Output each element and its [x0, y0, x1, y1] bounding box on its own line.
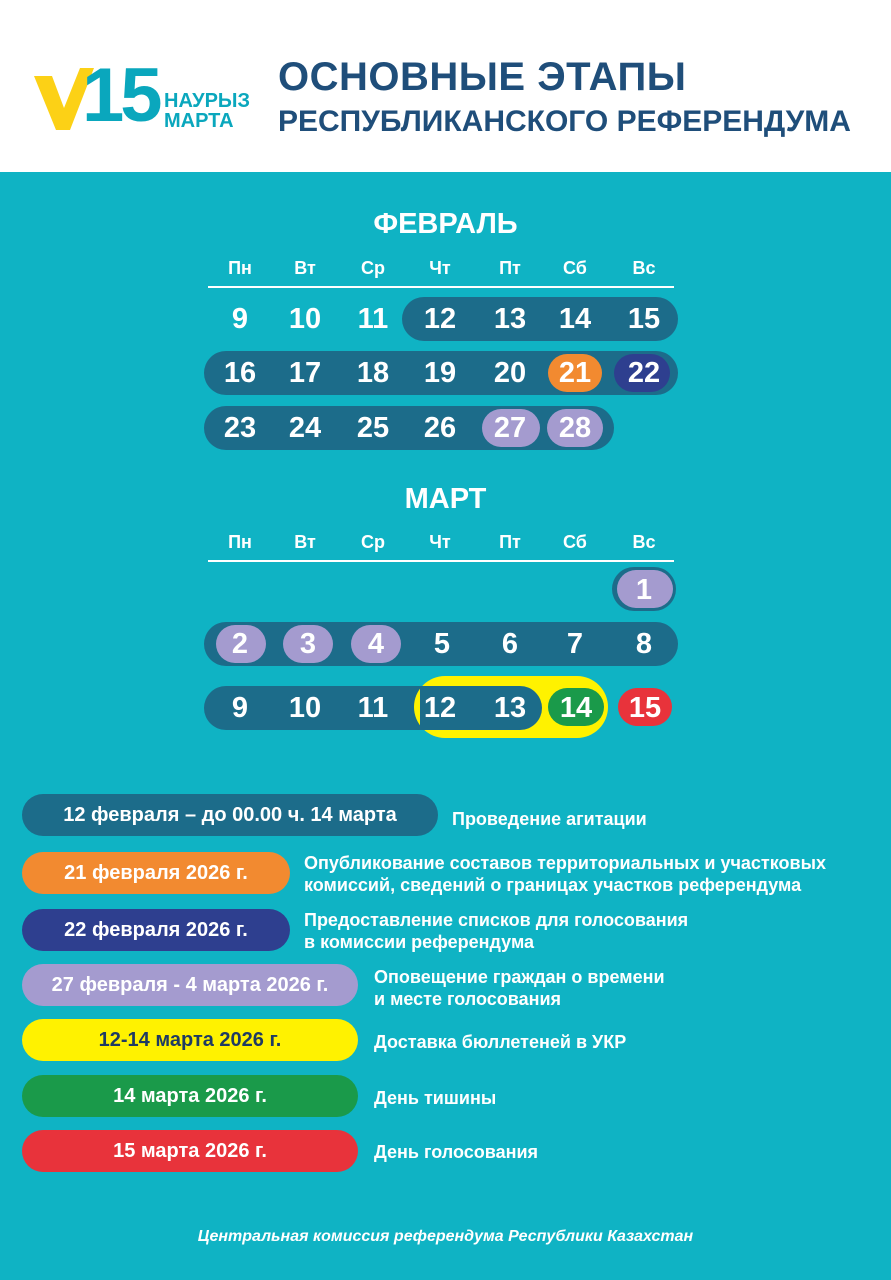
legend-text-line: Опубликование составов территориальных и участковых	[304, 853, 826, 873]
weekday-label: Сб	[563, 258, 587, 278]
weekday-label: Пн	[228, 532, 252, 552]
day-cell: 24	[288, 412, 322, 444]
month-title-march: МАРТ	[404, 483, 487, 515]
day-cell: 6	[501, 628, 519, 660]
day-cell: 15	[628, 692, 662, 724]
referendum-logo	[34, 53, 264, 140]
legend-pill-voting-day: 15 марта 2026 г.	[22, 1130, 358, 1172]
day-cell: 13	[493, 303, 527, 335]
day-cell: 25	[356, 412, 390, 444]
title-line-2: РЕСПУБЛИКАНСКОГО РЕФЕРЕНДУМА	[278, 105, 851, 138]
weekday-label: Пт	[499, 258, 521, 278]
day-cell: 28	[558, 412, 592, 444]
title-line-1: ОСНОВНЫЕ ЭТАПЫ	[278, 55, 687, 99]
legend-text-voting-day: День голосования	[374, 1142, 539, 1162]
legend-text-line: Предоставление списков для голосования	[304, 910, 689, 930]
day-cell: 15	[627, 303, 661, 335]
day-cell: 9	[231, 692, 249, 724]
legend-pill-silence-day: 14 марта 2026 г.	[22, 1075, 358, 1117]
day-cell: 10	[288, 692, 322, 724]
legend-text-agitation: Проведение агитации	[452, 809, 647, 829]
day-cell: 22	[627, 357, 661, 389]
legend-text-voter-lists	[304, 909, 688, 953]
weekday-label: Чт	[429, 258, 451, 278]
day-cell: 8	[635, 628, 653, 660]
day-cell: 21	[558, 357, 592, 389]
weekday-label: Вс	[632, 258, 656, 278]
day-cell: 1	[635, 574, 653, 606]
divider	[208, 286, 674, 288]
day-cell: 3	[299, 628, 317, 660]
page-title	[278, 56, 851, 142]
legend-pill-notification: 27 февраля - 4 марта 2026 г.	[22, 964, 358, 1006]
month-title-february: ФЕВРАЛЬ	[373, 208, 518, 240]
legend-text-ballot-delivery: Доставка бюллетеней в УКР	[374, 1032, 627, 1052]
day-cell: 26	[423, 412, 457, 444]
legend-text-notification	[374, 966, 665, 1010]
day-cell: 2	[231, 628, 249, 660]
weekday-label: Пт	[499, 532, 521, 552]
day-cell: 20	[493, 357, 527, 389]
day-cell: 12	[423, 303, 457, 335]
legend-text-line: комиссий, сведений о границах участков референдума	[304, 875, 802, 895]
day-cell: 27	[493, 412, 527, 444]
weekday-label: Ср	[361, 532, 385, 552]
day-cell: 5	[433, 628, 451, 660]
logo-word-nauryz: НАУРЫЗ	[164, 90, 251, 112]
day-cell: 23	[223, 412, 257, 444]
legend-pill-agitation: 12 февраля – до 00.00 ч. 14 марта	[22, 794, 438, 836]
header	[0, 0, 891, 172]
logo-number: 15	[82, 53, 159, 138]
legend-text-commissions	[304, 852, 826, 896]
legend-text-line: и месте голосования	[374, 989, 562, 1009]
day-cell: 11	[357, 692, 389, 724]
weekday-label: Вс	[632, 532, 656, 552]
day-cell: 16	[223, 357, 257, 389]
legend-pill-voter-lists: 22 февраля 2026 г.	[22, 909, 290, 951]
day-cell: 14	[558, 303, 592, 335]
weekday-label: Ср	[361, 258, 385, 278]
day-cell: 19	[423, 357, 457, 389]
legend-pill-ballot-delivery: 12-14 марта 2026 г.	[22, 1019, 358, 1061]
day-cell: 11	[357, 303, 389, 335]
weekday-label: Вт	[294, 258, 316, 278]
day-cell: 4	[367, 628, 385, 660]
day-cell: 10	[288, 303, 322, 335]
day-cell: 18	[356, 357, 390, 389]
weekday-label: Вт	[294, 532, 316, 552]
day-cell: 7	[566, 628, 584, 660]
day-cell: 12	[423, 692, 457, 724]
footer-credit: Центральная комиссия референдума Республики Казахстан	[197, 1228, 694, 1245]
divider	[208, 560, 674, 562]
day-cell: 17	[288, 357, 322, 389]
day-cell: 14	[559, 692, 593, 724]
logo-word-marta: МАРТА	[164, 110, 234, 132]
legend-text-line: в комиссии референдума	[304, 932, 535, 952]
day-cell: 13	[493, 692, 527, 724]
legend-text-silence-day: День тишины	[374, 1088, 497, 1108]
weekday-label: Сб	[563, 532, 587, 552]
weekday-label: Пн	[228, 258, 252, 278]
legend-pill-commissions: 21 февраля 2026 г.	[22, 852, 290, 894]
day-cell: 9	[231, 303, 249, 335]
weekday-label: Чт	[429, 532, 451, 552]
legend-text-line: Оповещение граждан о времени	[374, 967, 665, 987]
